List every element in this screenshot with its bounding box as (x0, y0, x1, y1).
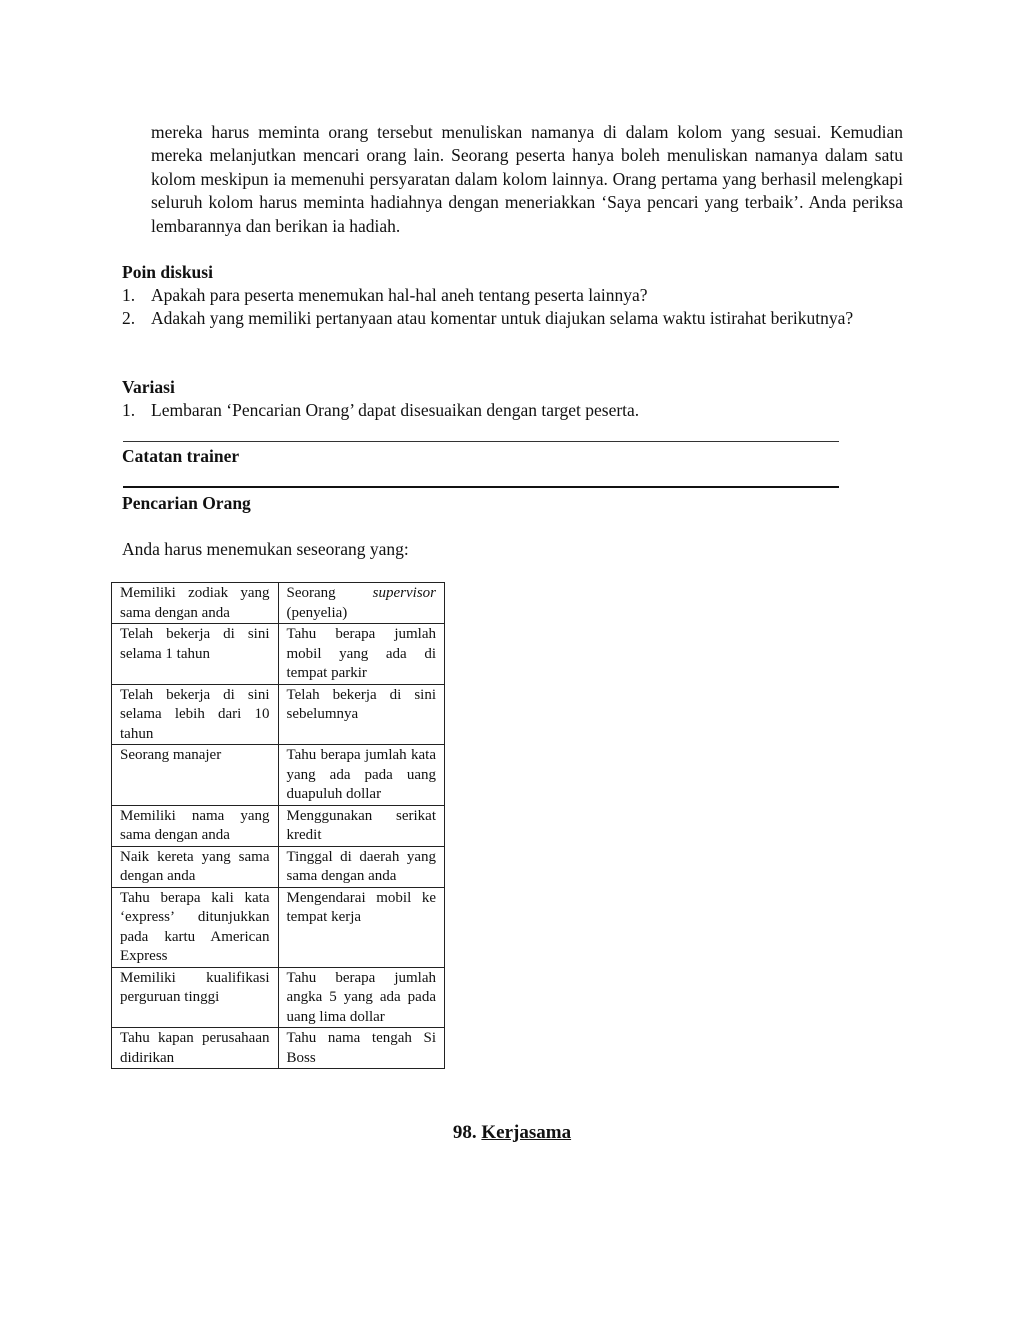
table-cell: Tahu berapa jumlah angka 5 yang ada pada uang lima dollar (278, 967, 445, 1028)
search-sheet-table (111, 582, 445, 1069)
divider (123, 441, 839, 442)
divider (123, 486, 839, 488)
table-row (112, 887, 445, 967)
table-cell: Telah bekerja di sini selama 1 tahun (112, 624, 279, 685)
variasi-list (122, 399, 903, 422)
table-cell: Seorang supervisor (penyelia) (278, 583, 445, 624)
table-row (112, 745, 445, 806)
table-cell: Tahu berapa jumlah kata yang ada pada uang duapuluh dollar (278, 745, 445, 806)
table-row (112, 846, 445, 887)
next-section-heading (0, 1121, 1024, 1144)
table-row (112, 624, 445, 685)
table-row (112, 967, 445, 1028)
list-item: 1. Lembaran ‘Pencarian Orang’ dapat disesuaikan dengan target peserta. (122, 400, 640, 420)
table-cell: Mengendarai mobil ke tempat kerja (278, 887, 445, 967)
table-cell: Seorang manajer (112, 745, 279, 806)
section-number: 98. (452, 1122, 477, 1143)
table-cell: Tahu nama tengah Si Boss (278, 1028, 445, 1069)
table-cell: Menggunakan serikat kredit (278, 805, 445, 846)
table-cell: Tinggal di daerah yang sama dengan anda (278, 846, 445, 887)
variasi-heading: Variasi (122, 377, 175, 397)
pencarian-orang-heading: Pencarian Orang (122, 493, 251, 513)
table-row (112, 684, 445, 745)
instruction-text: Anda harus menemukan seseorang yang: (122, 539, 409, 559)
table-row (112, 805, 445, 846)
table-cell: Memiliki zodiak yang sama dengan anda (112, 583, 279, 624)
poin-diskusi-list (122, 284, 903, 331)
list-item: 2. Adakah yang memiliki pertanyaan atau komentar untuk diajukan selama waktu istirahat berikutnya? (122, 308, 854, 329)
table-cell: Tahu berapa kali kata ‘express’ ditunjukkan pada kartu American Express (112, 887, 279, 967)
list-item: 1. Apakah para peserta menemukan hal-hal aneh tentang peserta lainnya? (122, 285, 648, 305)
table-cell: Memiliki kualifikasi perguruan tinggi (112, 967, 279, 1028)
table-cell: Tahu kapan perusahaan didirikan (112, 1028, 279, 1069)
table-row (112, 1028, 445, 1069)
intro-text: mereka harus meminta orang tersebut menuliskan namanya di dalam kolom yang sesuai. Kemudian mereka melanjutkan mencari orang lain. Seorang peserta hanya boleh menuliskan namanya dalam satu kolom meskipun ia memenuhi persyaratan dalam kolom lainnya. Orang pertama yang berhasil melengkapi seluruh kolom harus meminta hadiahnya dengan meneriakkan ‘Saya pencari yang terbaik’. Anda periksa lembarannya dan berikan ia hadiah. (151, 122, 903, 236)
catatan-trainer-heading: Catatan trainer (122, 446, 240, 466)
table-cell: Tahu berapa jumlah mobil yang ada di tempat parkir (278, 624, 445, 685)
table-cell: Telah bekerja di sini sebelumnya (278, 684, 445, 745)
table-cell: Naik kereta yang sama dengan anda (112, 846, 279, 887)
poin-diskusi-heading: Poin diskusi (122, 262, 213, 282)
table-cell: Telah bekerja di sini selama lebih dari 10 tahun (112, 684, 279, 745)
table-cell: Memiliki nama yang sama dengan anda (112, 805, 279, 846)
section-title: Kerjasama (481, 1122, 572, 1143)
intro-paragraph (151, 121, 903, 238)
table-row (112, 583, 445, 624)
